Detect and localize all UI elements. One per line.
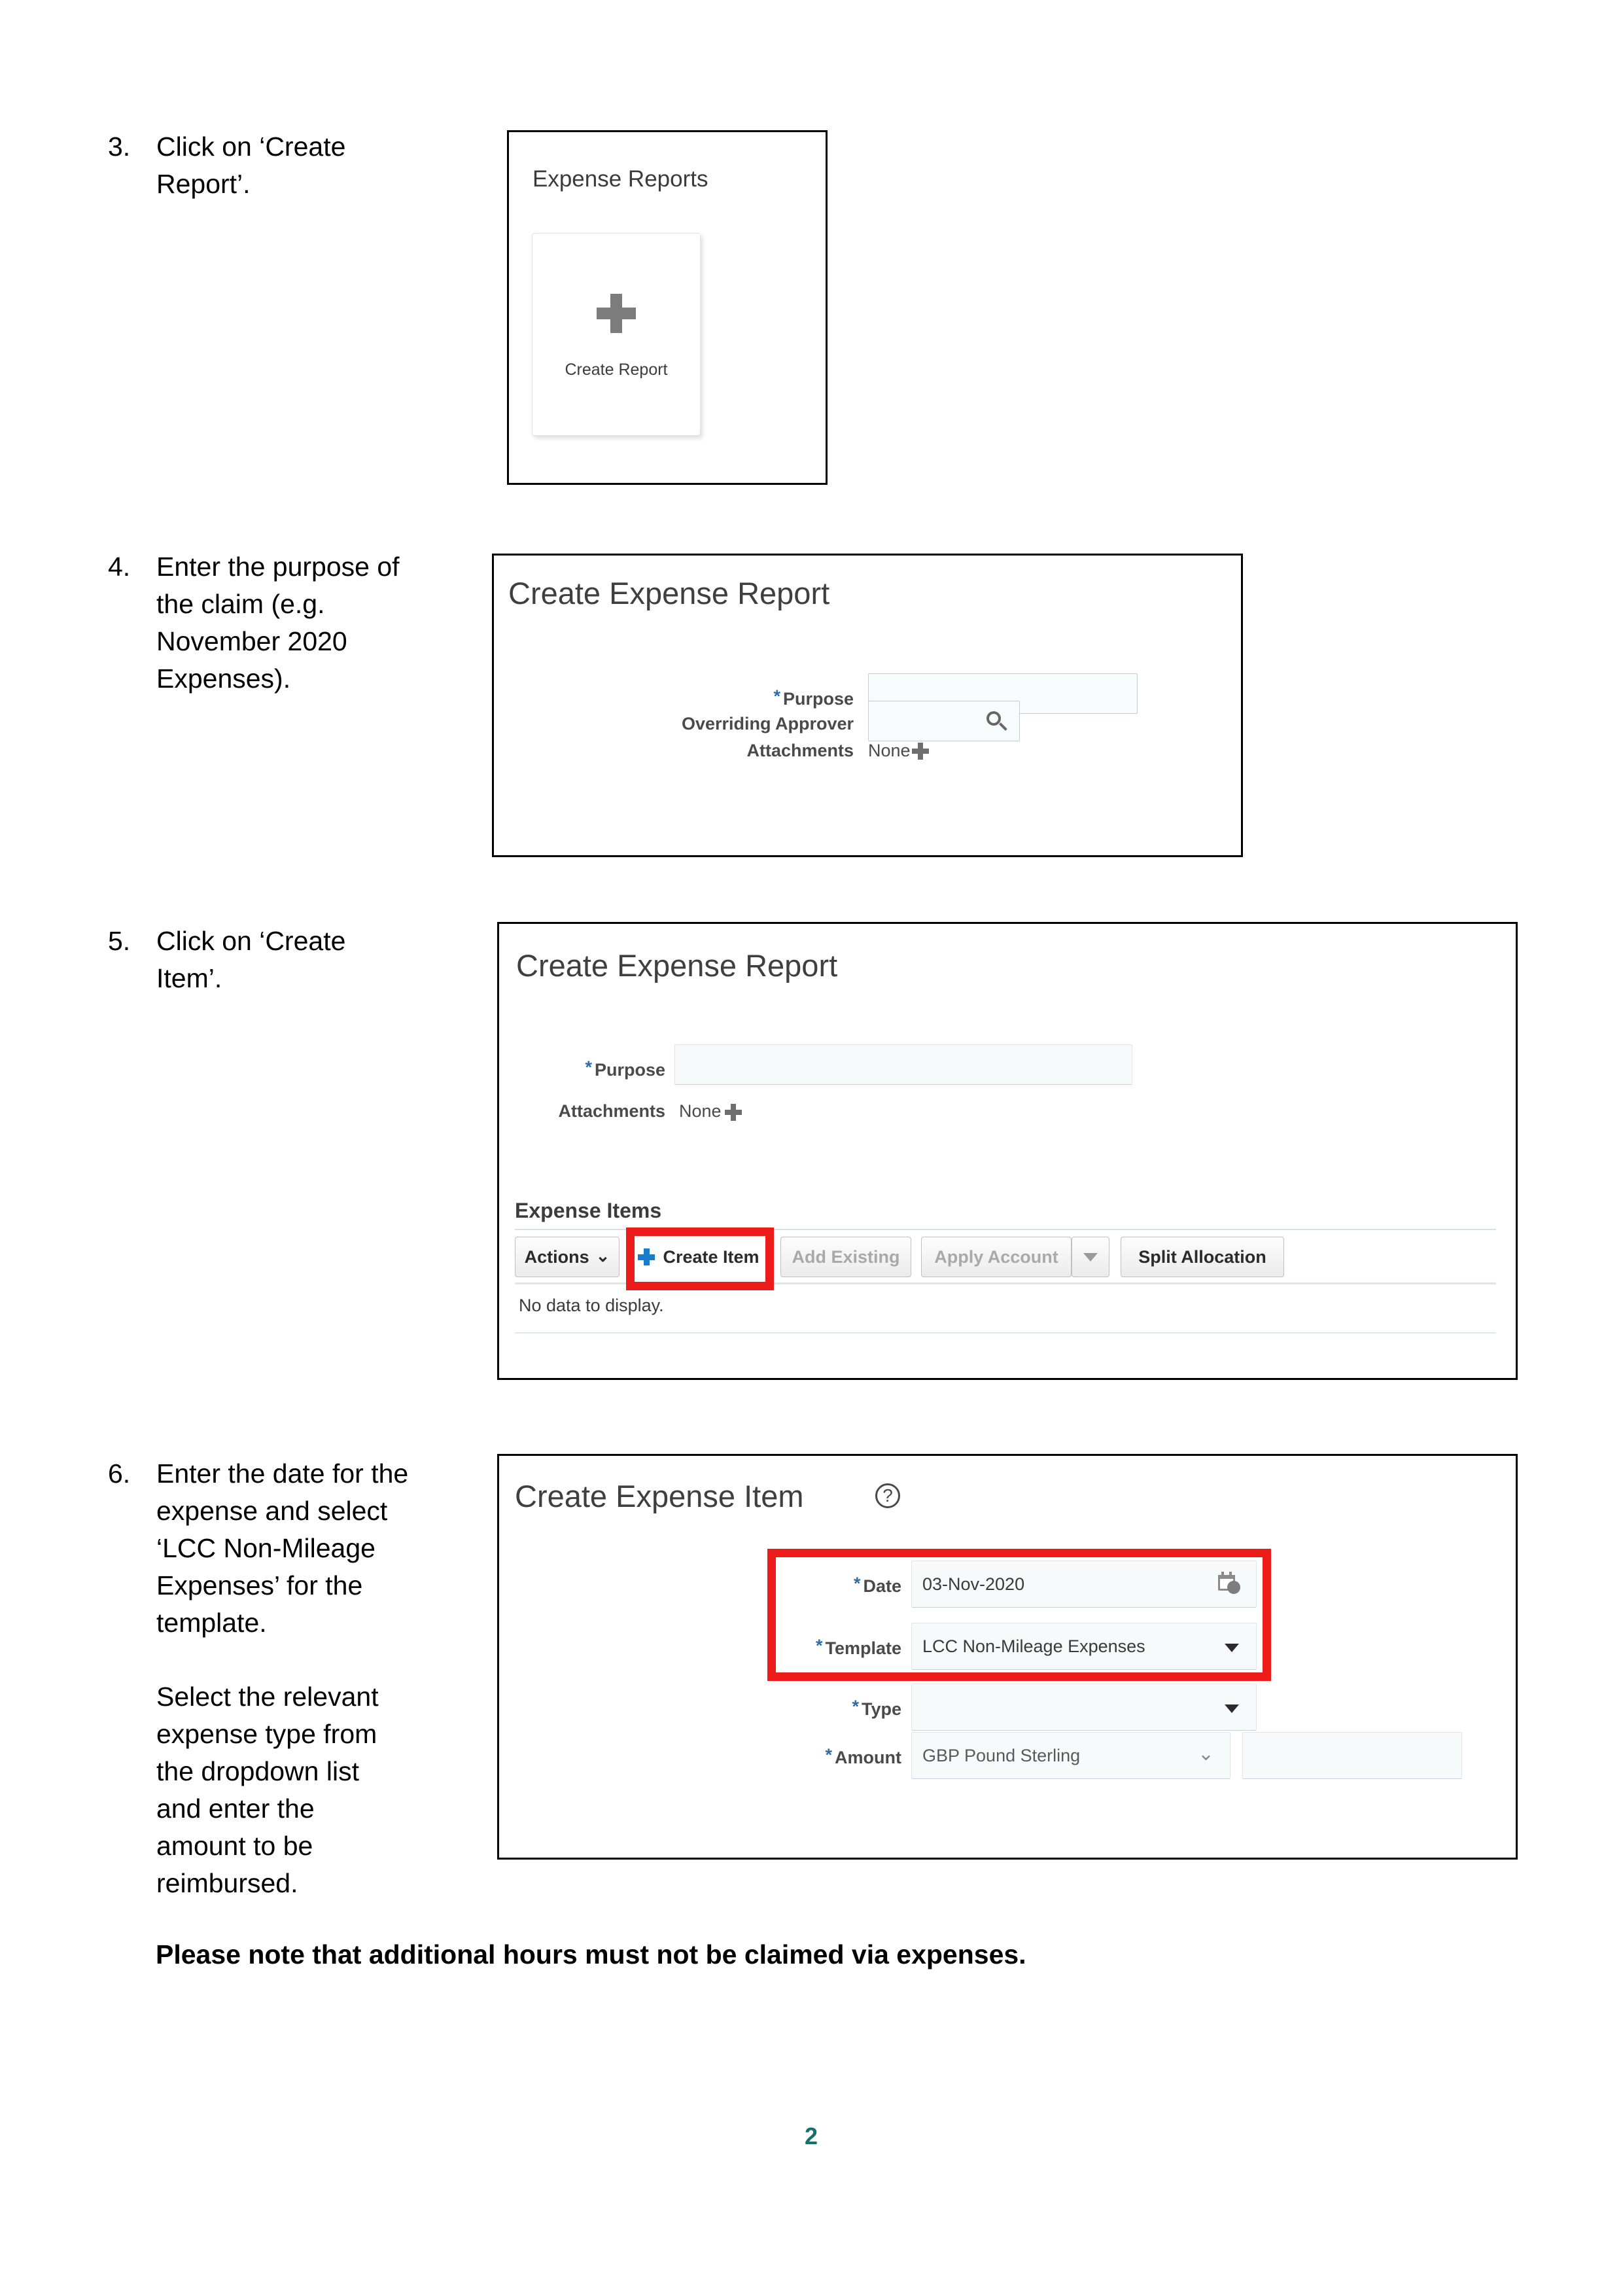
step-6-text — [156, 1455, 487, 1902]
step-6 — [108, 1455, 487, 1902]
important-note: Please note that additional hours must not be claimed via expenses. — [156, 1939, 1026, 1969]
step-5-number: 5. — [108, 926, 131, 956]
step-5-text — [156, 923, 487, 997]
step-6-b-line-4: and enter the — [156, 1793, 315, 1824]
screenshot-expense-reports — [507, 130, 828, 485]
step-3-line-1: Click on ‘Create — [156, 132, 346, 162]
step-6-b-line-1: Select the relevant — [156, 1682, 379, 1712]
create-item-button[interactable] — [630, 1237, 767, 1277]
step-6-line-4: Expenses’ for the — [156, 1570, 363, 1600]
create-report-label: Create Report — [565, 361, 668, 379]
type-label-wrap — [695, 1697, 901, 1720]
amount-label: Amount — [835, 1748, 901, 1767]
toolbar-top-rule — [515, 1229, 1496, 1230]
step-5-line-2: Item’. — [156, 963, 222, 993]
step-4-text — [156, 548, 487, 698]
screenshot-create-expense-report-purpose — [492, 554, 1243, 857]
required-asterisk-icon: * — [815, 1636, 823, 1655]
template-select[interactable] — [911, 1623, 1257, 1670]
attachments-label: Attachments — [746, 741, 854, 760]
help-icon[interactable]: ? — [875, 1483, 900, 1508]
purpose-label-wrap — [612, 686, 854, 709]
step-6-number: 6. — [108, 1458, 131, 1489]
step-6-b-line-2: expense type from — [156, 1719, 377, 1749]
amount-currency-select[interactable] — [911, 1732, 1230, 1779]
expense-reports-heading: Expense Reports — [532, 166, 708, 192]
attachments-value: None — [868, 741, 911, 760]
overriding-approver-input[interactable] — [868, 701, 1020, 741]
actions-button[interactable] — [515, 1237, 620, 1277]
calendar-icon[interactable] — [1218, 1572, 1242, 1597]
date-label: Date — [863, 1576, 901, 1596]
step-6-line-3: ‘LCC Non-Mileage — [156, 1533, 375, 1563]
apply-account-button[interactable] — [921, 1237, 1072, 1277]
plus-icon[interactable] — [725, 1104, 742, 1121]
screenshot-create-expense-report-items — [497, 922, 1518, 1380]
create-expense-item-title: Create Expense Item — [515, 1479, 804, 1513]
plus-icon — [638, 1248, 655, 1265]
purpose-input-2[interactable] — [674, 1044, 1132, 1085]
type-label: Type — [861, 1699, 901, 1719]
screenshot-create-expense-item — [497, 1454, 1518, 1860]
step-6-b-line-6: reimbursed. — [156, 1868, 298, 1898]
amount-currency-value: GBP Pound Sterling — [922, 1746, 1081, 1765]
step-4-line-2: the claim (e.g. — [156, 589, 325, 619]
required-asterisk-icon: * — [825, 1745, 833, 1765]
step-3 — [108, 128, 487, 203]
caret-down-icon[interactable] — [1225, 1704, 1239, 1713]
create-item-label: Create Item — [663, 1246, 759, 1267]
caret-down-icon — [1083, 1253, 1098, 1262]
required-asterisk-icon: * — [585, 1057, 592, 1077]
apply-account-dropdown-button[interactable] — [1072, 1237, 1109, 1277]
expense-items-heading: Expense Items — [515, 1199, 662, 1222]
purpose-label: Purpose — [782, 689, 854, 709]
step-5-line-1: Click on ‘Create — [156, 926, 346, 956]
step-3-line-2: Report’. — [156, 169, 251, 199]
template-label-wrap — [695, 1636, 901, 1659]
amount-label-wrap — [695, 1745, 901, 1768]
split-allocation-button[interactable] — [1121, 1237, 1284, 1277]
date-input[interactable] — [911, 1561, 1257, 1608]
purpose-label-2: Purpose — [594, 1060, 665, 1080]
step-4-number: 4. — [108, 552, 131, 582]
toolbar-bottom-rule — [515, 1282, 1496, 1284]
overriding-approver-label: Overriding Approver — [681, 714, 854, 733]
step-6-b-line-3: the dropdown list — [156, 1756, 359, 1786]
date-label-wrap — [695, 1574, 901, 1597]
step-6-b-line-5: amount to be — [156, 1831, 313, 1861]
no-data-text: No data to display. — [519, 1296, 664, 1315]
table-bottom-rule — [515, 1332, 1496, 1333]
chevron-down-icon[interactable]: ⌄ — [1197, 1743, 1214, 1765]
date-input-value: 03-Nov-2020 — [922, 1574, 1025, 1594]
step-4 — [108, 548, 487, 698]
step-6-line-1: Enter the date for the — [156, 1458, 409, 1489]
create-expense-report-title: Create Expense Report — [508, 576, 830, 610]
create-report-card[interactable] — [532, 233, 701, 436]
step-4-line-3: November 2020 — [156, 626, 347, 656]
template-label: Template — [825, 1638, 901, 1658]
required-asterisk-icon: * — [852, 1697, 859, 1716]
chevron-down-icon: ⌄ — [595, 1246, 610, 1265]
required-asterisk-icon: * — [773, 686, 780, 706]
step-4-line-1: Enter the purpose of — [156, 552, 400, 582]
attachments-value-2: None — [679, 1101, 722, 1121]
step-6-line-5: template. — [156, 1608, 267, 1638]
step-6-line-2: expense and select — [156, 1496, 388, 1526]
attachments-label-2: Attachments — [558, 1101, 665, 1121]
purpose-label-wrap-2 — [515, 1057, 665, 1080]
plus-icon — [597, 294, 636, 333]
add-existing-label: Add Existing — [792, 1246, 900, 1267]
create-expense-report-title-2: Create Expense Report — [516, 948, 838, 983]
step-5 — [108, 923, 487, 997]
add-existing-button[interactable] — [780, 1237, 911, 1277]
search-icon[interactable] — [986, 711, 1009, 733]
step-3-text — [156, 128, 487, 203]
step-3-number: 3. — [108, 132, 131, 162]
apply-account-label: Apply Account — [934, 1246, 1058, 1267]
step-4-line-4: Expenses). — [156, 663, 291, 694]
type-select[interactable] — [911, 1684, 1257, 1731]
page-number: 2 — [804, 2123, 818, 2149]
caret-down-icon[interactable] — [1225, 1644, 1239, 1652]
split-allocation-label: Split Allocation — [1138, 1246, 1266, 1267]
template-select-value: LCC Non-Mileage Expenses — [922, 1636, 1145, 1656]
amount-value-input[interactable] — [1242, 1732, 1462, 1779]
plus-icon[interactable] — [912, 743, 929, 760]
actions-label: Actions — [524, 1246, 589, 1267]
required-asterisk-icon: * — [853, 1574, 861, 1593]
